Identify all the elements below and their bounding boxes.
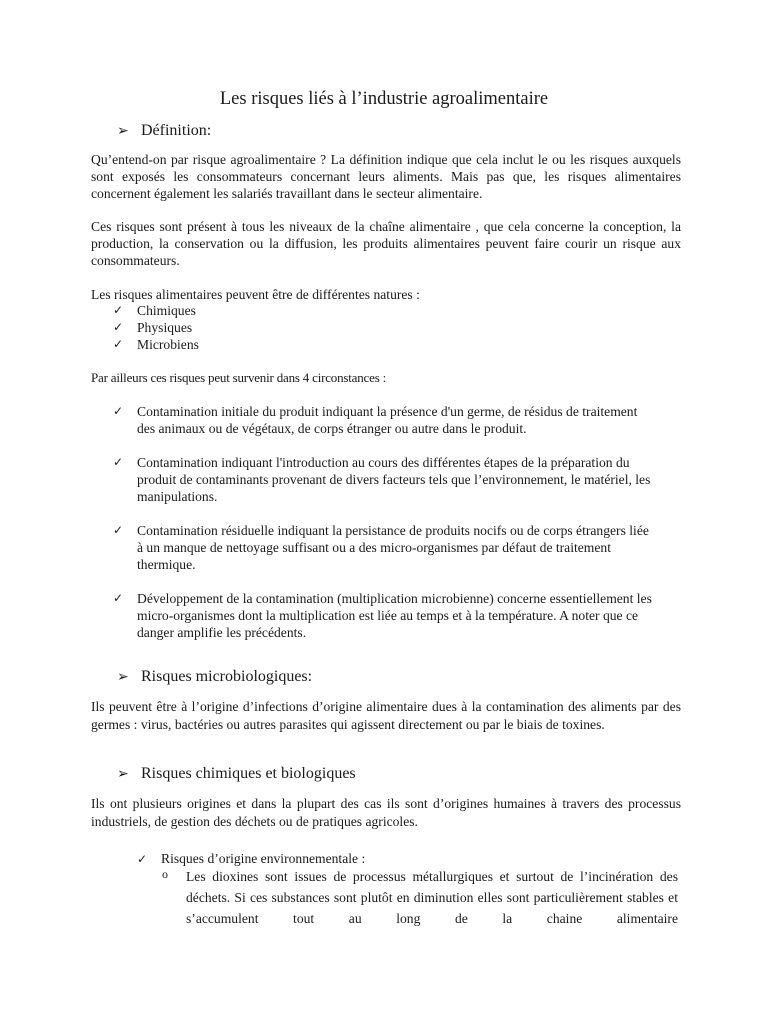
list-item: ✓ Chimiques xyxy=(113,303,196,318)
chimique-heading xyxy=(117,764,356,785)
page-title: Les risques liés à l’industrie agroalimentaire xyxy=(219,89,549,109)
arrow-bullet-icon: ➢ xyxy=(117,670,129,685)
arrow-bullet-icon: ➢ xyxy=(117,124,129,139)
natures-list xyxy=(113,302,653,353)
definition-paragraph-1: Qu’entend-on par risque agroalimentaire ? La définition indique que cela inclut le ou les risques auxquels sont exposés les consommateurs concernant leurs aliments. Mais pas que, les risques alimentaires concernent également les salariés travaillant dans le secteur alimentaire. xyxy=(91,152,681,201)
circumstances-intro: Par ailleurs ces risques peut survenir dans 4 circonstances : xyxy=(91,370,387,385)
definition-paragraph-2: Ces risques sont présent à tous les niveaux de la chaîne alimentaire , que cela concerne la conception, la production, la conservation ou la diffusion, les produits alimentaires peuvent faire courir un risque aux consommateurs. xyxy=(91,219,681,268)
circle-bullet-icon: o xyxy=(162,867,168,881)
microbio-heading xyxy=(117,667,312,688)
check-icon: ✓ xyxy=(113,320,124,334)
dioxines-text: Les dioxines sont issues de processus métallurgiques et surtout de l’incinération des déchets. Si ces substances sont plutôt en diminution elles sont particulièrement stables et s’accumulent tout au long de la chaine alimentaire xyxy=(186,869,678,926)
check-icon: ✓ xyxy=(113,523,124,537)
check-icon: ✓ xyxy=(113,455,124,469)
chimique-heading-label: Risques chimiques et biologiques xyxy=(141,765,356,782)
check-icon: ✓ xyxy=(113,591,124,605)
check-icon: ✓ xyxy=(137,852,148,866)
check-icon: ✓ xyxy=(113,337,124,351)
microbio-heading-label: Risques microbiologiques: xyxy=(141,668,313,685)
circumstances-list xyxy=(113,403,653,658)
list-item: ✓ Contamination résiduelle indiquant la persistance de produits nocifs ou de corps étrangers liée à un manque de nettoyage suffisant ou a des micro-organismes par défaut de traitement thermique. xyxy=(113,523,649,572)
list-item: ✓ Développement de la contamination (multiplication microbienne) concerne essentiellement les micro-organismes dont la multiplication est liée au temps et à la température. A noter que ce danger amplifie les précédents. xyxy=(113,591,652,640)
check-icon: ✓ xyxy=(113,404,124,418)
check-icon: ✓ xyxy=(113,303,124,317)
environmental-risk-label: Risques d’origine environnementale : xyxy=(161,851,366,866)
list-item: ✓ Physiques xyxy=(113,320,193,335)
dioxines-item xyxy=(162,866,678,929)
natures-intro: Les risques alimentaires peuvent être de différentes natures : xyxy=(91,287,420,302)
definition-heading-label: Définition: xyxy=(141,122,212,139)
microbio-paragraph: Ils peuvent être à l’origine d’infections d’origine alimentaire dues à la contamination des aliments par des germes : virus, bactéries ou autres parasites qui agissent directement ou par le biais de toxines. xyxy=(91,699,681,732)
list-item: ✓ Contamination initiale du produit indiquant la présence d'un germe, de résidus de traitement des animaux ou de végétaux, de corps étranger ou autre dans le produit. xyxy=(113,404,638,436)
chimique-paragraph: Ils ont plusieurs origines et dans la plupart des cas ils sont d’origines humaines à travers des processus industriels, de gestion des déchets ou de pratiques agricoles. xyxy=(91,796,681,829)
arrow-bullet-icon: ➢ xyxy=(117,767,129,782)
list-item: ✓ Microbiens xyxy=(113,337,199,352)
list-item: ✓ Contamination indiquant l'introduction au cours des différentes étapes de la préparation du produit de contaminants provenant de divers facteurs tels que l’environnement, le matériel, les manipulations. xyxy=(113,455,651,504)
definition-heading xyxy=(117,121,211,142)
